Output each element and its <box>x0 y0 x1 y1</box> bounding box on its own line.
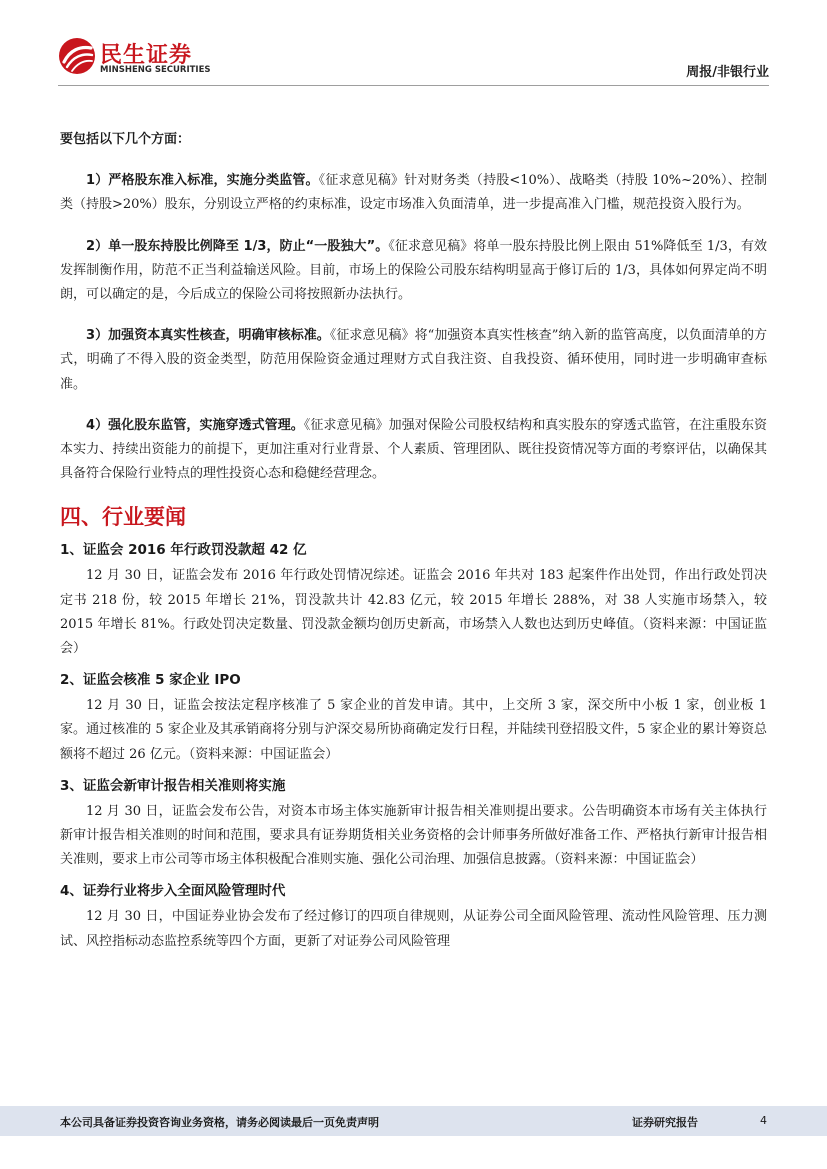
news-title: 1、证监会 2016 年行政罚没款超 42 亿 <box>60 542 307 559</box>
regulation-item-2 <box>60 235 767 308</box>
news-body: 12 月 30 日，证监会发布公告，对资本市场主体实施新审计报告相关准则提出要求。公告明确资本市场有关主体执行新审计报告相关准则的时间和范围，要求具有证券期货相关业务资格的会计师事务所做好准备工作、严格执行新审计报告相关准则，要求上市公司等市场主体积极配合准则实施、强化公司治理、加强信息披露。（资料来源：中国证监会） <box>60 803 767 868</box>
page-header <box>0 0 827 92</box>
main-content <box>60 128 767 962</box>
header-divider <box>58 85 769 86</box>
logo-chinese-name: 民生证券 <box>100 43 193 68</box>
item-lead: 3）加强资本真实性核查，明确审核标准。 <box>86 328 330 344</box>
regulation-item-1 <box>60 169 767 217</box>
page-number: 4 <box>760 1114 767 1127</box>
report-type-label: 周报/非银行业 <box>686 65 769 80</box>
news-title: 4、证券行业将步入全面风险管理时代 <box>60 883 286 900</box>
news-title: 3、证监会新审计报告相关准则将实施 <box>60 777 286 794</box>
footer-report-label: 证券研究报告 <box>632 1116 698 1129</box>
item-body: 《征求意见稿》针对财务类（持股<10%）、战略类（持股 10%~20%）、控制类（持股>20%）股东，分别设立严格的约束标准，设定市场准入负面清单，进一步提高准入门槛，规范投资入股行为。 <box>60 173 767 213</box>
news-body: 12 月 30 日，中国证券业协会发布了经过修订的四项自律规则，从证券公司全面风险管理、流动性风险管理、压力测试、风控指标动态监控系统等四个方面，更新了对证券公司风险管理 <box>60 909 767 949</box>
minsheng-logo-icon <box>58 36 96 76</box>
news-body: 12 月 30 日，证监会按法定程序核准了 5 家企业的首发申请。其中，上交所 3 家，深交所中小板 1 家，创业板 1 家。通过核准的 5 家企业及其承销商将分别与沪深交易所协商确定发行日程，并陆续刊登招股文件，5 家企业的累计筹资总额将不超过 26 亿元。（资料来源：中国证监会） <box>60 698 767 762</box>
item-body: 《征求意见稿》将单一股东持股比例上限由 51%降低至 1/3，有效发挥制衡作用，防范不正当利益输送风险。目前，市场上的保险公司股东结构明显高于修订后的 1/3，具体如何界定尚不明朗，可以确定的是，今后成立的保险公司将按照新办法执行。 <box>60 238 767 303</box>
company-logo <box>58 36 211 82</box>
news-body: 12 月 30 日，证监会发布 2016 年行政处罚情况综述。证监会 2016 年共对 183 起案件作出处罚，作出行政处罚决定书 218 份，较 2015 年增长 21%，罚没款共计 42.83 亿元，较 2015 年增长 288%，对 38 人实施市场禁入，较 2015 年增长 81%。行政处罚决定数量、罚没款金额均创历史新高，市场禁入人数也达到历史峰值。（资料来源：中国证监会） <box>60 568 767 657</box>
item-lead: 2）单一股东持股比例降至 1/3，防止“一股独大”。 <box>86 238 389 254</box>
item-body: 《征求意见稿》加强对保险公司股权结构和真实股东的穿透式监管，在注重股东资本实力、持续出资能力的前提下，更加注重对行业背景、个人素质、管理团队、既往投资情况等方面的考察评估，以确保其具备符合保险行业特点的理性投资心态和稳健经营理念。 <box>60 417 767 482</box>
item-lead: 4）强化股东监管，实施穿透式管理。 <box>86 417 304 433</box>
intro-text: 要包括以下几个方面： <box>60 132 191 147</box>
logo-english-name: MINSHENG SECURITIES <box>100 65 211 75</box>
section-title: 四、行业要闻 <box>60 505 186 530</box>
item-body: 《征求意见稿》将“加强资本真实性核查”纳入新的监管高度，以负面清单的方式，明确了不得入股的资金类型，防范用保险资金通过理财方式自我注资、自我投资、循环使用，同时进一步明确审查标准。 <box>60 328 768 392</box>
news-title: 2、证监会核准 5 家企业 IPO <box>60 672 241 689</box>
regulation-item-4 <box>60 414 767 487</box>
footer-disclaimer: 本公司具备证券投资咨询业务资格，请务必阅读最后一页免责声明 <box>60 1116 379 1129</box>
page-footer <box>0 1106 827 1136</box>
item-lead: 1）严格股东准入标准，实施分类监管。 <box>86 173 319 189</box>
regulation-item-3 <box>60 324 767 397</box>
